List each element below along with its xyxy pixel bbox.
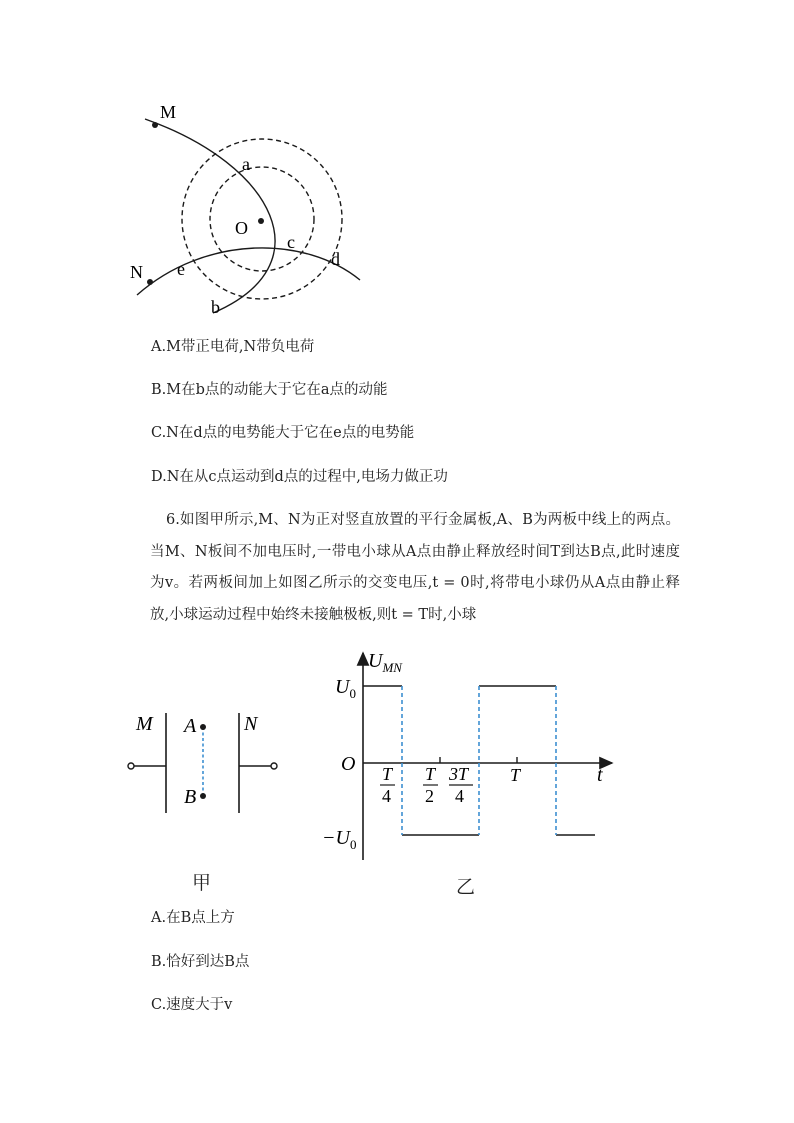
label-m: M <box>160 102 177 122</box>
q6-option-c: C.速度大于v <box>151 997 233 1013</box>
tick-t-label: T <box>510 765 521 785</box>
q5-option-d: D.N在从c点运动到d点的过程中,电场力做正功 <box>151 469 448 485</box>
label-point-a: A <box>184 715 197 737</box>
x-axis-label: t <box>597 764 603 786</box>
q5-option-c: C.N在d点的电势能大于它在e点的电势能 <box>151 425 415 441</box>
neg-u0-label: $-U_0$ <box>322 827 357 852</box>
y-axis-subscript: MN <box>382 660 402 675</box>
label-o: O <box>235 218 248 238</box>
label-c: c <box>287 232 295 252</box>
voltage-graph-yi <box>315 645 620 865</box>
label-d: d <box>331 249 340 269</box>
origin-label: O <box>341 753 356 775</box>
label-plate-n: N <box>244 713 258 735</box>
plates-figure-jia <box>120 705 290 820</box>
caption-jia: 甲 <box>192 872 212 894</box>
field-trajectory-figure <box>125 95 375 317</box>
point-n-dot <box>147 279 153 285</box>
label-a: a <box>242 154 250 174</box>
point-m-dot <box>152 122 158 128</box>
q6-option-a: A.在B点上方 <box>151 910 235 926</box>
tick-t4-den: 4 <box>382 786 391 806</box>
point-o-dot <box>258 218 264 224</box>
tick-t4-num: T <box>382 764 393 784</box>
y-axis-label: $U_{MN}$ <box>368 650 402 675</box>
label-point-b: B <box>184 786 197 808</box>
trajectory-n <box>137 248 360 295</box>
terminal-n <box>271 763 277 769</box>
q5-option-a: A.M带正电荷,N带负电荷 <box>151 339 315 355</box>
caption-yi: 乙 <box>456 876 476 898</box>
q6-option-b: B.恰好到达B点 <box>151 954 250 970</box>
label-b: b <box>211 297 220 317</box>
label-plate-m: M <box>136 713 153 735</box>
terminal-m <box>128 763 134 769</box>
label-e: e <box>177 259 185 279</box>
q6-stem: 6.如图甲所示,M、N为正对竖直放置的平行金属板,A、B为两板中线上的两点。当M、N板间不加电压时,一带电小球从A点由静止释放经时间T到达B点,此时速度为v。若两板间加上如图乙所示的交变电压,t = 0时,将带电小球仍从A点由静止释放,小球运动过程中始终未接触极板,则t = T时,小球 <box>150 512 680 623</box>
u0-label: $U_0$ <box>335 676 356 701</box>
point-a-dot <box>200 724 206 730</box>
label-n: N <box>130 262 143 282</box>
tick-3t4-num: 3T <box>449 764 469 784</box>
q5-option-b: B.M在b点的动能大于它在a点的动能 <box>151 382 388 398</box>
point-b-dot <box>200 793 206 799</box>
tick-t2-den: 2 <box>425 786 434 806</box>
tick-3t4-den: 4 <box>455 786 464 806</box>
tick-t2-num: T <box>425 764 436 784</box>
